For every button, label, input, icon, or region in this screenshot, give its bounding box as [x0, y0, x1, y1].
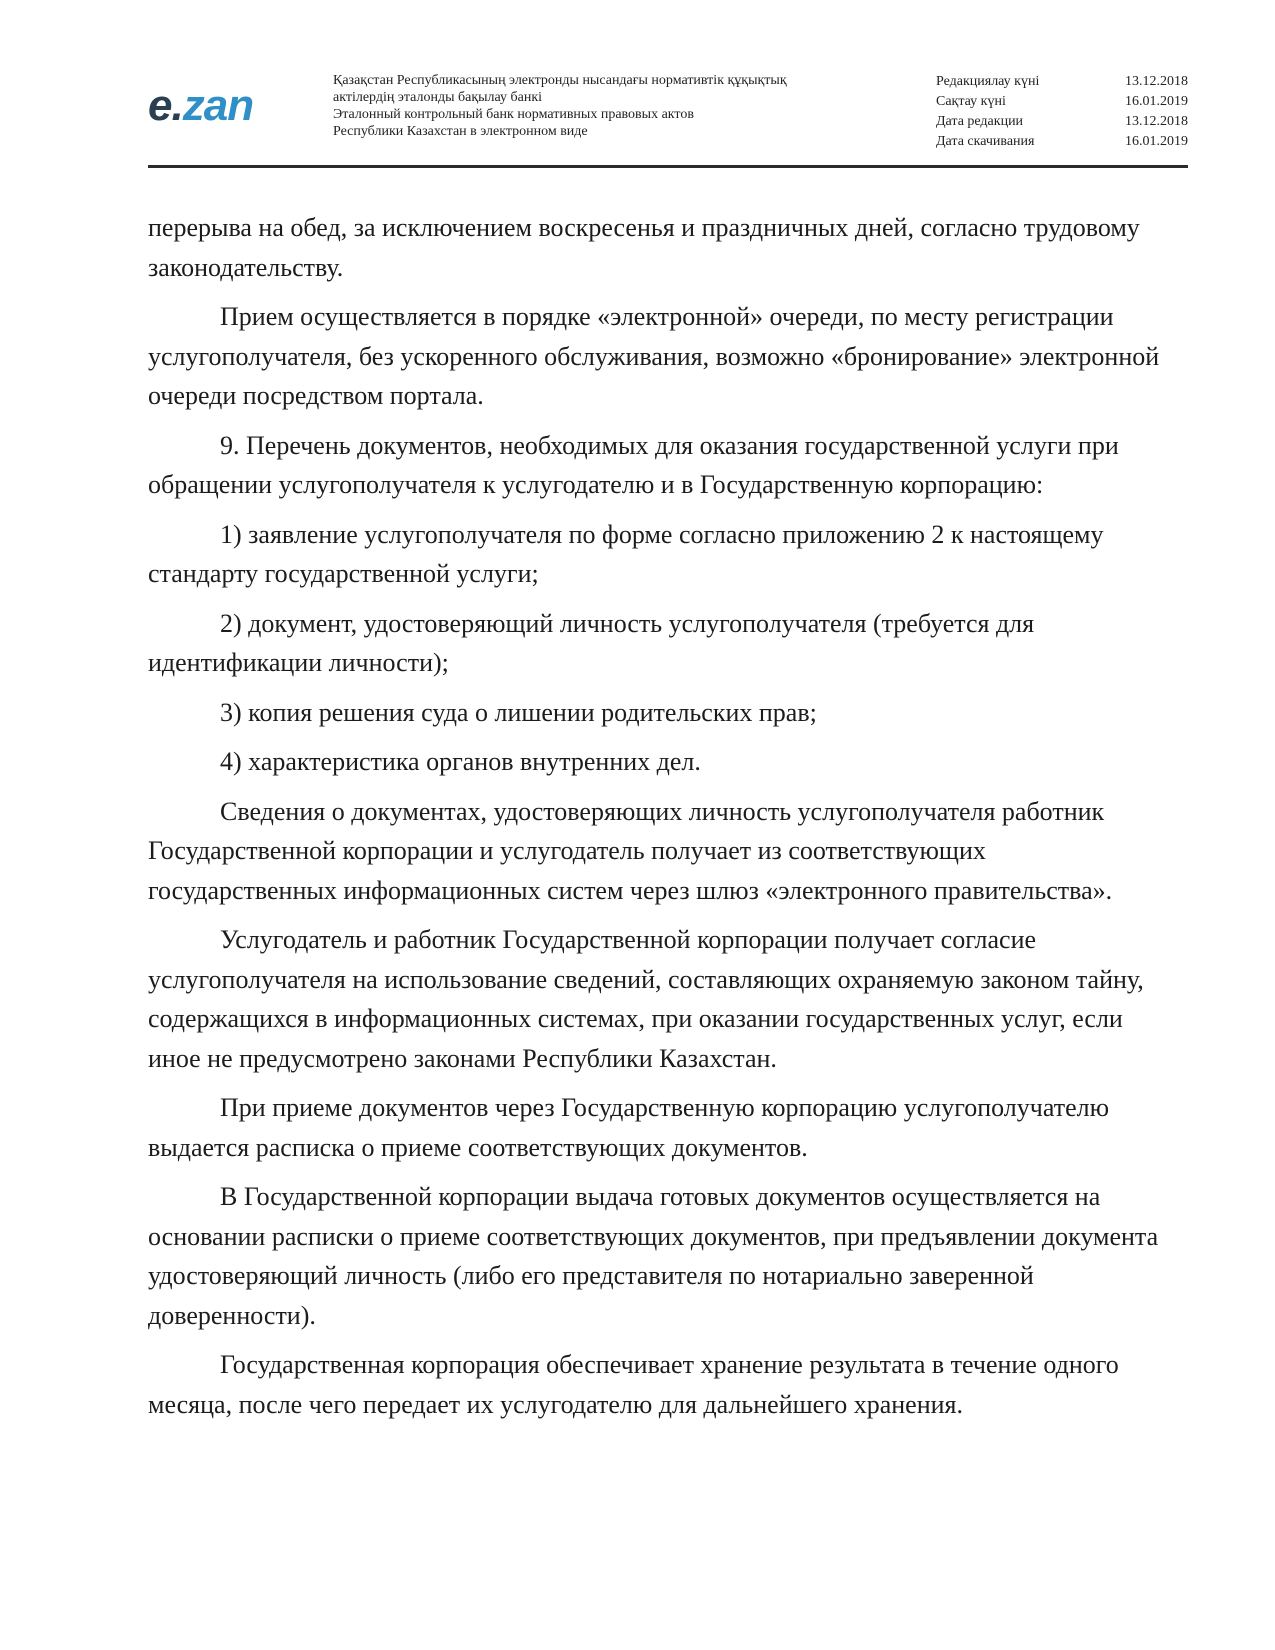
meta-row-edit-date-kz	[936, 72, 1188, 92]
paragraph: Сведения о документах, удостоверяющих личность услугополучателя работник Государственной корпорации и услугодатель получает из соответствующих государственных информационных систем через шлюз «электронного правительства».	[148, 796, 1113, 905]
header-desc-line-4: Республики Казахстан в электронном виде	[333, 124, 588, 139]
header-description	[333, 72, 903, 140]
meta-label: Редакциялау күні	[936, 74, 1040, 89]
header-desc-line-1: Қазақстан Республикасының электронды нысандағы нормативтік құқықтық	[333, 73, 787, 88]
logo-part-dot: .	[171, 81, 183, 130]
paragraph: Услугодатель и работник Государственной корпорации получает согласие услугополучателя на использование сведений, составляющих охраняемую законом тайну, содержащихся в информационных системах, при оказании государственных услуг, если иное не предусмотрено законами Республики Казахстан.	[148, 925, 1144, 1073]
ezan-logo	[148, 81, 254, 130]
header-meta	[936, 72, 1188, 152]
header-desc-line-3: Эталонный контрольный банк нормативных правовых актов	[333, 107, 694, 122]
meta-label: Дата скачивания	[936, 134, 1035, 149]
meta-row-edit-date-ru	[936, 112, 1188, 132]
paragraph: перерыва на обед, за исключением воскресенья и праздничных дней, согласно трудовому законодательству.	[148, 213, 1140, 282]
paragraph: В Государственной корпорации выдача готовых документов осуществляется на основании расписки о приеме соответствующих документов, при предъявлении документа удостоверяющий личность (либо его представителя по нотариально заверенной доверенности).	[148, 1182, 1159, 1330]
list-item: 4) характеристика органов внутренних дел.	[220, 747, 701, 776]
header-divider	[148, 165, 1188, 168]
meta-value: 13.12.2018	[1125, 74, 1188, 89]
paragraph: Государственная корпорация обеспечивает хранение результата в течение одного месяца, после чего передает их услугодателю для дальнейшего хранения.	[148, 1350, 1119, 1419]
header-desc-line-2: актілердің эталонды бақылау банкі	[333, 90, 543, 105]
meta-label: Дата редакции	[936, 114, 1024, 129]
meta-label: Сақтау күні	[936, 94, 1006, 109]
page-header	[148, 66, 1188, 166]
list-item: 2) документ, удостоверяющий личность услугополучателя (требуется для идентификации личности);	[148, 608, 1035, 677]
meta-value: 13.12.2018	[1125, 114, 1188, 129]
meta-value: 16.01.2019	[1125, 134, 1188, 149]
paragraph: Прием осуществляется в порядке «электронной» очереди, по месту регистрации услугополучателя, без ускоренного обслуживания, возможно «бронирование» электронной очереди посредством портала.	[148, 302, 1160, 410]
document-body	[148, 208, 1168, 1434]
list-item: 1) заявление услугополучателя по форме согласно приложению 2 к настоящему стандарту государственной услуги;	[148, 519, 1104, 588]
logo-part-zan: zan	[182, 81, 254, 130]
logo-part-e: e	[148, 81, 172, 130]
meta-value: 16.01.2019	[1125, 94, 1188, 109]
list-item: 3) копия решения суда о лишении родительских прав;	[220, 697, 817, 727]
meta-row-download-date-ru	[936, 132, 1188, 152]
paragraph: При приеме документов через Государственную корпорацию услугополучателю выдается расписка о приеме соответствующих документов.	[148, 1093, 1110, 1162]
meta-row-save-date-kz	[936, 92, 1188, 112]
paragraph: 9. Перечень документов, необходимых для оказания государственной услуги при обращении услугополучателя к услугодателю и в Государственную корпорацию:	[148, 430, 1119, 499]
